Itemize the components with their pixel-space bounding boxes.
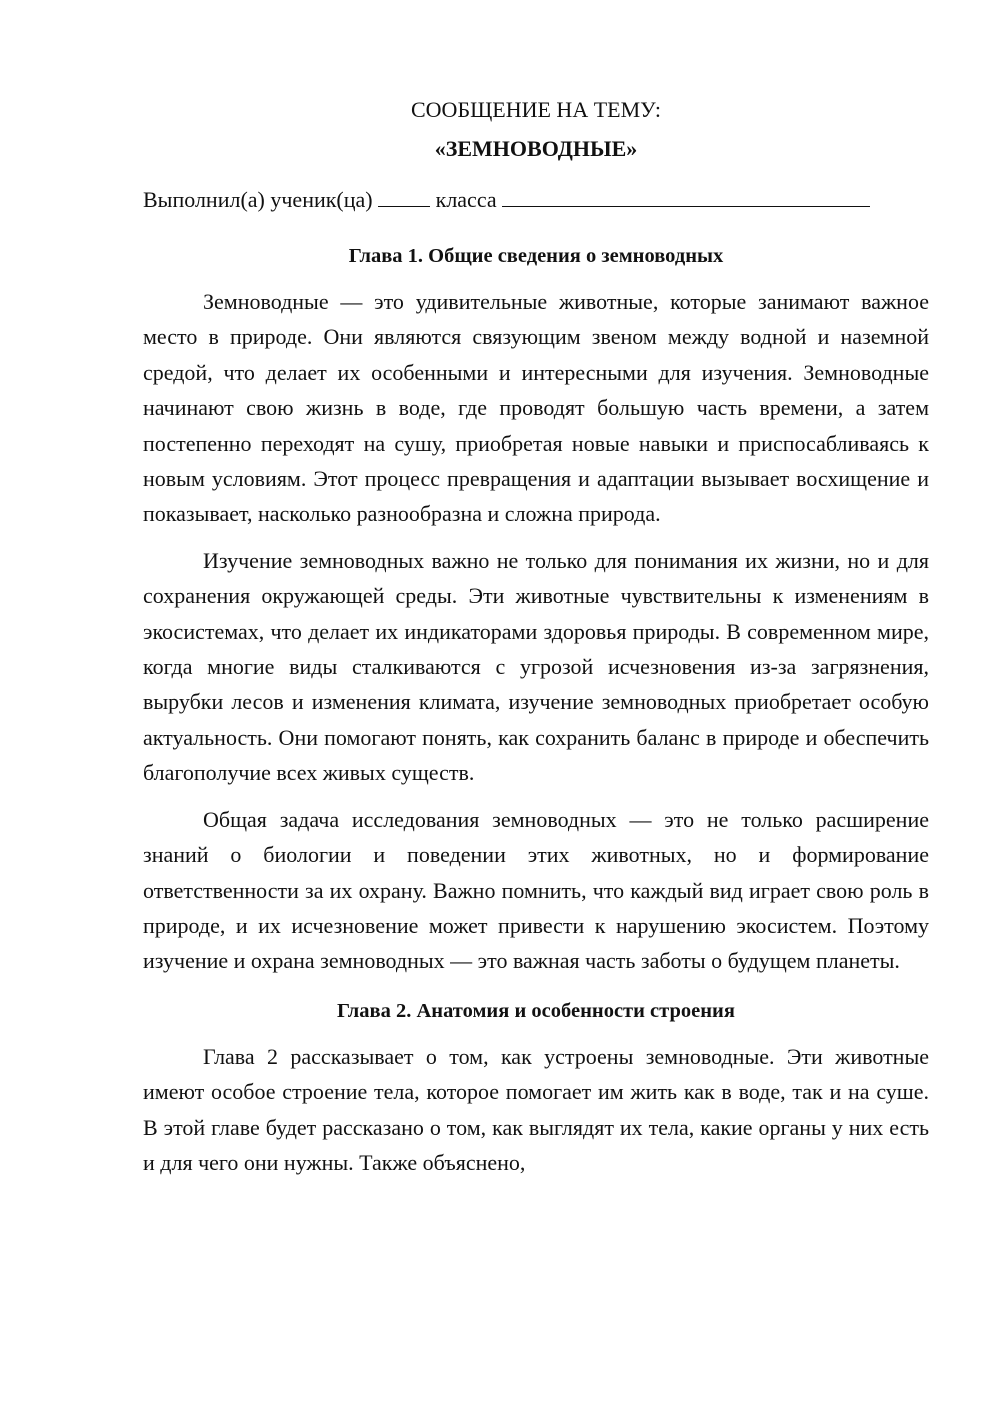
chapter-1-paragraph-2: Изучение земноводных важно не только для понимания их жизни, но и для сохранения окружающей среды. Эти животные чувствительны к изменениям в экосистемах, что делает их индикаторами здоровья природы. В современном мире, когда многие виды сталкиваются с угрозой исчезновения из-за загрязнения, вырубки лесов и изменения климата, изучение земноводных приобретает особую актуальность. Они помогают понять, как сохранить баланс в природе и обеспечить благополучие всех живых существ. [143,547,929,786]
document-topic: «ЗЕМНОВОДНЫЕ» [434,136,638,161]
author-middle: класса [435,187,497,212]
student-name-blank [502,184,870,207]
chapter-1-heading: Глава 1. Общие сведения о земноводных [348,245,724,267]
class-number-blank [378,184,430,207]
document-title: СООБЩЕНИЕ НА ТЕМУ: [411,97,661,122]
author-line [143,182,929,218]
chapter-2-heading: Глава 2. Анатомия и особенности строения [337,999,735,1022]
chapter-1-paragraph-3: Общая задача исследования земноводных — это не только расширение знаний о биологии и поведении этих животных, но и формирование ответственности за их охрану. Важно помнить, что каждый вид играет свою роль в природе, и их исчезновение может привести к нарушению экосистем. Поэтому изучение и охрана земноводных — это важная часть заботы о будущем планеты. [143,806,929,974]
chapter-2-paragraph-1: Глава 2 рассказывает о том, как устроены земноводные. Эти животные имеют особое строение тела, которое помогает им жить как в воде, так и на суше. В этой главе будет рассказано о том, как выглядят их тела, какие органы у них есть и для чего они нужны. Также объяснено, [143,1043,929,1175]
document-page [143,92,929,1180]
chapter-1-paragraph-1: Земноводные — это удивительные животные, которые занимают важное место в природе. Они являются связующим звеном между водной и наземной средой, что делает их особенными и интересными для изучения. Земноводные начинают свою жизнь в воде, где проводят большую часть времени, а затем постепенно переходят на сушу, приобретая новые навыки и приспосабливаясь к новым условиям. Этот процесс превращения и адаптации вызывает восхищение и показывает, насколько разнообразна и сложна природа. [143,289,929,527]
author-prefix: Выполнил(а) ученик(ца) [143,187,373,212]
